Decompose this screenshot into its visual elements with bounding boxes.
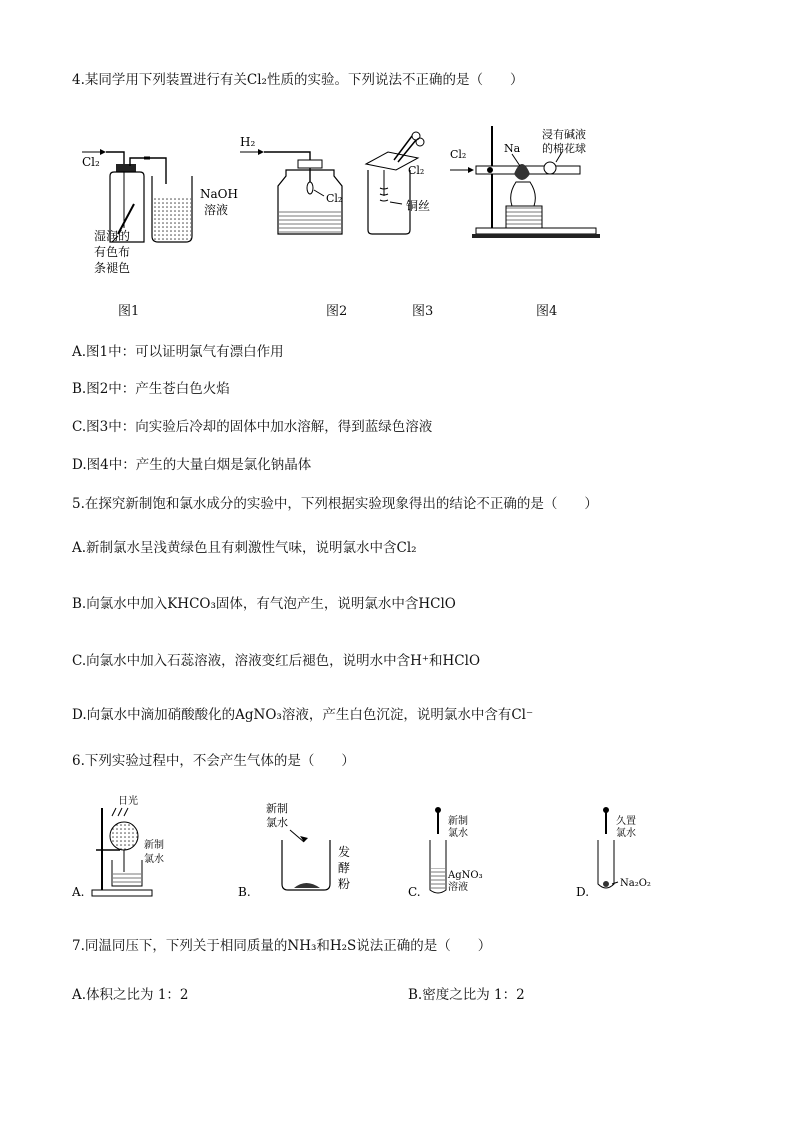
figure-2-diagram: [238, 134, 348, 244]
q6-c-label-2: 氯水: [448, 828, 468, 839]
q6-diagram-d: [576, 806, 686, 900]
fig1-cloth-label-3: 条褪色: [94, 261, 131, 275]
fig2-cl2-label: Cl₂: [326, 192, 343, 205]
q6-b-label-1: 新制: [266, 802, 288, 815]
q6-a-label-2: 新制: [144, 840, 164, 851]
q6-c-letter: C.: [408, 885, 421, 899]
q4-option-d: D.图4中：产生的大量白烟是氯化钠晶体: [72, 457, 312, 473]
fig1-solution-label: 溶液: [204, 203, 229, 217]
q4-option-c: C.图3中：向实验后冷却的固体中加水溶解，得到蓝绿色溶液: [72, 419, 433, 435]
q6-d-letter: D.: [576, 885, 590, 899]
q6-d-label-2: 氯水: [616, 828, 636, 839]
q6-b-label-5: 粉: [338, 877, 351, 891]
q5-option-d: D.向氯水中滴加硝酸酸化的AgNO₃溶液，产生白色沉淀，说明氯水中含有Cl⁻: [72, 707, 534, 723]
q6-c-label-1: 新制: [448, 816, 468, 827]
fig2-h2-label: H₂: [240, 135, 256, 149]
q4-stem: 4.某同学用下列装置进行有关Cl₂性质的实验。下列说法不正确的是（ ）: [72, 72, 524, 88]
q6-a-label-3: 氯水: [144, 854, 164, 865]
fig1-cl2-label: Cl₂: [82, 155, 100, 169]
figure-4-diagram: [446, 122, 626, 244]
fig1-naoh-label: NaOH: [200, 187, 238, 201]
figure-4-caption: 图4: [536, 304, 558, 319]
q4-option-b: B.图2中：产生苍白色火焰: [72, 381, 230, 397]
figure-2-caption: 图2: [326, 304, 348, 319]
fig4-cotton-label-1: 浸有碱液: [542, 128, 586, 141]
q7-stem: 7.同温同压下，下列关于相同质量的NH₃和H₂S说法正确的是（ ）: [72, 938, 492, 954]
q7-option-a: A.体积之比为 1：2: [72, 987, 189, 1003]
q6-diagram-a: [72, 792, 192, 902]
q6-d-label-1: 久置: [616, 816, 636, 827]
fig1-cloth-label-1: 湿润的: [94, 229, 131, 243]
figure-3-diagram: [354, 128, 454, 240]
q6-stem: 6.下列实验过程中，不会产生气体的是（ ）: [72, 753, 355, 769]
q6-c-label-3: AgNO₃: [448, 870, 483, 881]
fig4-cotton-label-2: 的棉花球: [542, 142, 586, 155]
q4-option-a: A.图1中：可以证明氯气有漂白作用: [72, 344, 284, 360]
q6-diagram-b: [238, 800, 368, 900]
q6-b-label-4: 酵: [338, 861, 351, 875]
figure-3-caption: 图3: [412, 304, 434, 319]
q6-b-label-2: 氯水: [266, 816, 288, 829]
q5-stem: 5.在探究新制饱和氯水成分的实验中，下列根据实验现象得出的结论不正确的是（ ）: [72, 496, 598, 512]
q6-a-label-1: 日光: [118, 796, 138, 807]
q6-d-label-3: Na₂O₂: [620, 878, 651, 889]
q6-b-letter: B.: [238, 885, 251, 899]
q6-b-label-3: 发: [338, 845, 351, 859]
figure-1-diagram: [78, 138, 248, 278]
q5-option-a: A.新制氯水呈浅黄绿色且有刺激性气味，说明氯水中含Cl₂: [72, 540, 417, 556]
q5-option-b: B.向氯水中加入KHCO₃固体，有气泡产生，说明氯水中含HClO: [72, 596, 456, 612]
q6-diagram-c: [408, 806, 508, 900]
q6-a-letter: A.: [72, 885, 85, 899]
fig1-cloth-label-2: 有色布: [94, 245, 131, 259]
fig4-na-label: Na: [504, 142, 521, 155]
figure-1-caption: 图1: [118, 304, 140, 319]
fig3-cl2-label: Cl₂: [408, 164, 425, 177]
q6-c-label-4: 溶液: [448, 882, 468, 893]
q5-option-c: C.向氯水中加入石蕊溶液，溶液变红后褪色，说明水中含H⁺和HClO: [72, 653, 481, 669]
q7-option-b: B.密度之比为 1：2: [408, 987, 525, 1003]
fig4-cl2-label: Cl₂: [450, 148, 467, 161]
fig3-copper-label: 铜丝: [406, 199, 431, 213]
